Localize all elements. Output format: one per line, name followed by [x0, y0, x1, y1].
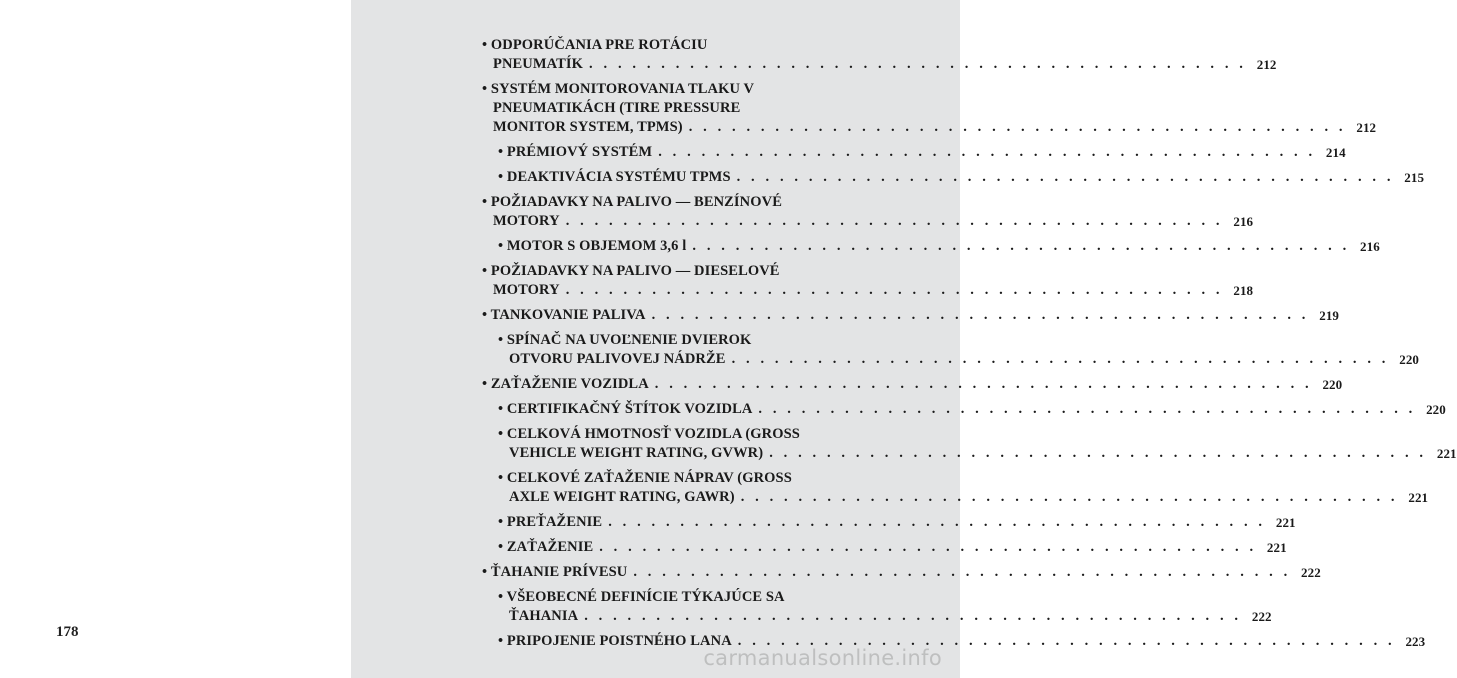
dot-leader: . . . . . . . . . . . . . . . . . . . . . . . . . . . . . . . . . . . . . . . . . . . . . . [692, 238, 1350, 254]
toc-entry-line [498, 469, 897, 488]
toc-page-number: 220 [1426, 402, 1446, 417]
toc-entry-line [498, 538, 1287, 557]
toc-entry-line [482, 80, 897, 99]
dot-leader: . . . . . . . . . . . . . . . . . . . . . . . . . . . . . . . . . . . . . . . . . . . . . . [599, 539, 1257, 555]
toc-entry-title: • ODPORÚČANIA PRE ROTÁCIU [482, 37, 708, 53]
toc-entry-title: • CELKOVÉ ZAŤAŽENIE NÁPRAV (GROSS [498, 470, 792, 486]
toc-entry[interactable] [482, 563, 1321, 582]
dot-leader: . . . . . . . . . . . . . . . . . . . . . . . . . . . . . . . . . . . . . . . . . . . . . . [769, 445, 1427, 461]
toc-entry-title: • ZAŤAŽENIE [498, 539, 594, 555]
dot-leader: . . . . . . . . . . . . . . . . . . . . . . . . . . . . . . . . . . . . . . . . . . . . . . [565, 282, 1224, 298]
page-number: 178 [56, 624, 79, 640]
toc-page-number: 221 [1275, 515, 1296, 530]
toc-subentry[interactable] [498, 143, 1346, 162]
toc-entry-line [498, 168, 1425, 187]
toc-entry-title: OTVORU PALIVOVEJ NÁDRŽE [509, 351, 726, 367]
toc-page-number: 220 [1322, 377, 1343, 392]
toc-entry-line [482, 262, 897, 281]
toc-entry-line [482, 306, 1340, 325]
toc-entry-title: • SYSTÉM MONITOROVANIA TLAKU V [482, 81, 755, 97]
toc-entry-title: MONITOR SYSTEM, TPMS) [493, 119, 683, 135]
toc-entry-line [498, 444, 1457, 463]
toc-subentry[interactable] [498, 469, 1429, 507]
dot-leader: . . . . . . . . . . . . . . . . . . . . . . . . . . . . . . . . . . . . . . . . . . . . . . [651, 307, 1310, 323]
toc-page-number: 212 [1256, 57, 1277, 72]
toc-entry-line [498, 143, 1346, 162]
toc-page-number: 216 [1360, 239, 1380, 254]
toc-entry-title: • PRIPOJENIE POISTNÉHO LANA [498, 633, 732, 649]
toc-page-number: 220 [1399, 352, 1420, 367]
toc-entry-title: • CERTIFIKAČNÝ ŠTÍTOK VOZIDLA [498, 401, 753, 417]
toc-entry-line [498, 607, 1272, 626]
toc-entry[interactable] [482, 375, 1343, 394]
dot-leader: . . . . . . . . . . . . . . . . . . . . . . . . . . . . . . . . . . . . . . . . . . . . . . [758, 401, 1416, 417]
dot-leader: . . . . . . . . . . . . . . . . . . . . . . . . . . . . . . . . . . . . . . . . . . . . . . [654, 376, 1313, 392]
toc-entry[interactable] [482, 262, 1254, 300]
toc-entry-line [498, 588, 897, 607]
dot-leader: . . . . . . . . . . . . . . . . . . . . . . . . . . . . . . . . . . . . . . . . . . . . . . [608, 514, 1266, 530]
toc-entry-line [482, 99, 897, 118]
toc-entry-title: • CELKOVÁ HMOTNOSŤ VOZIDLA (GROSS [498, 426, 800, 442]
toc-entry-line [498, 237, 1380, 256]
toc-subentry[interactable] [498, 237, 1380, 256]
toc-entry-title: • TANKOVANIE PALIVA [482, 307, 646, 323]
toc-entry[interactable] [482, 306, 1340, 325]
toc-entry-line [482, 55, 1277, 74]
toc-entry[interactable] [482, 80, 1377, 137]
toc-page-number: 212 [1356, 120, 1377, 135]
toc-entry-line [498, 513, 1296, 532]
toc-entry-line [482, 563, 1321, 582]
dot-leader: . . . . . . . . . . . . . . . . . . . . . . . . . . . . . . . . . . . . . . . . . . . . . . [731, 351, 1390, 367]
toc-entry-title: • POŽIADAVKY NA PALIVO — DIESELOVÉ [482, 263, 780, 279]
right-page [351, 0, 1457, 678]
left-page [0, 0, 351, 678]
toc-entry-title: • MOTOR S OBJEMOM 3,6 l [498, 238, 687, 254]
toc-page-number: 216 [1233, 214, 1254, 229]
toc-entry-line [482, 193, 897, 212]
toc-entry-title: ŤAHANIA [509, 608, 579, 624]
toc-subentry[interactable] [498, 513, 1296, 532]
toc-subentry[interactable] [498, 400, 1446, 419]
toc-entry-title: • VŠEOBECNÉ DEFINÍCIE TÝKAJÚCE SA [498, 589, 785, 605]
toc-page-number: 214 [1325, 145, 1346, 160]
toc-entry-title: • POŽIADAVKY NA PALIVO — BENZÍNOVÉ [482, 194, 782, 210]
toc-page-number: 221 [1266, 540, 1287, 555]
toc-entry[interactable] [482, 36, 1277, 74]
toc-entry-line [498, 400, 1446, 419]
toc-entry-title: AXLE WEIGHT RATING, GAWR) [509, 489, 735, 505]
toc-entry-title: • ZAŤAŽENIE VOZIDLA [482, 376, 649, 392]
toc-entry-title: MOTORY [493, 213, 560, 229]
table-of-contents [482, 36, 1457, 657]
dot-leader: . . . . . . . . . . . . . . . . . . . . . . . . . . . . . . . . . . . . . . . . . . . . . . [584, 608, 1242, 624]
toc-entry-title: VEHICLE WEIGHT RATING, GVWR) [509, 445, 764, 461]
toc-page-number: 222 [1301, 565, 1321, 580]
toc-entry-line [482, 36, 897, 55]
toc-entry-title: MOTORY [493, 282, 560, 298]
toc-entry-line [498, 488, 1429, 507]
dot-leader: . . . . . . . . . . . . . . . . . . . . . . . . . . . . . . . . . . . . . . . . . . . . . . [737, 633, 1396, 649]
toc-entry-line [482, 118, 1377, 137]
toc-entry[interactable] [482, 193, 1254, 231]
toc-subentry[interactable] [498, 168, 1425, 187]
dot-leader: . . . . . . . . . . . . . . . . . . . . . . . . . . . . . . . . . . . . . . . . . . . . . . [589, 56, 1247, 72]
toc-page-number: 221 [1408, 490, 1429, 505]
toc-page-number: 218 [1233, 283, 1254, 298]
toc-page-number: 215 [1404, 170, 1425, 185]
toc-entry-line [498, 331, 897, 350]
toc-subentry[interactable] [498, 588, 1272, 626]
toc-entry-line [482, 281, 1254, 300]
dot-leader: . . . . . . . . . . . . . . . . . . . . . . . . . . . . . . . . . . . . . . . . . . . . . . [633, 564, 1291, 580]
toc-entry-title: • PRÉMIOVÝ SYSTÉM [498, 144, 653, 160]
toc-entry-title: PNEUMATÍK [493, 56, 584, 72]
toc-entry-line [482, 212, 1254, 231]
toc-entry-title: • PREŤAŽENIE [498, 514, 603, 530]
toc-entry-title: • DEAKTIVÁCIA SYSTÉMU TPMS [498, 169, 731, 185]
watermark: carmanualsonline.info [703, 646, 942, 670]
toc-entry-title: • ŤAHANIE PRÍVESU [482, 564, 628, 580]
dot-leader: . . . . . . . . . . . . . . . . . . . . . . . . . . . . . . . . . . . . . . . . . . . . . . [688, 119, 1347, 135]
toc-entry-line [498, 350, 1420, 369]
toc-entry-title: • SPÍNAČ NA UVOĽNENIE DVIEROK [498, 332, 752, 348]
toc-entry-line [482, 375, 1343, 394]
dot-leader: . . . . . . . . . . . . . . . . . . . . . . . . . . . . . . . . . . . . . . . . . . . . . . [736, 169, 1395, 185]
toc-subentry[interactable] [498, 425, 1457, 463]
dot-leader: . . . . . . . . . . . . . . . . . . . . . . . . . . . . . . . . . . . . . . . . . . . . . . [565, 213, 1224, 229]
toc-subentry[interactable] [498, 331, 1420, 369]
toc-page-number: 219 [1319, 308, 1340, 323]
dot-leader: . . . . . . . . . . . . . . . . . . . . . . . . . . . . . . . . . . . . . . . . . . . . . . [658, 144, 1316, 160]
toc-subentry[interactable] [498, 538, 1287, 557]
toc-entry-line [498, 425, 897, 444]
toc-page-number: 222 [1251, 609, 1272, 624]
toc-page-number: 223 [1405, 634, 1426, 649]
dot-leader: . . . . . . . . . . . . . . . . . . . . . . . . . . . . . . . . . . . . . . . . . . . . . . [740, 489, 1399, 505]
toc-page-number: 221 [1436, 446, 1457, 461]
toc-entry-title: PNEUMATIKÁCH (TIRE PRESSURE [493, 100, 741, 116]
